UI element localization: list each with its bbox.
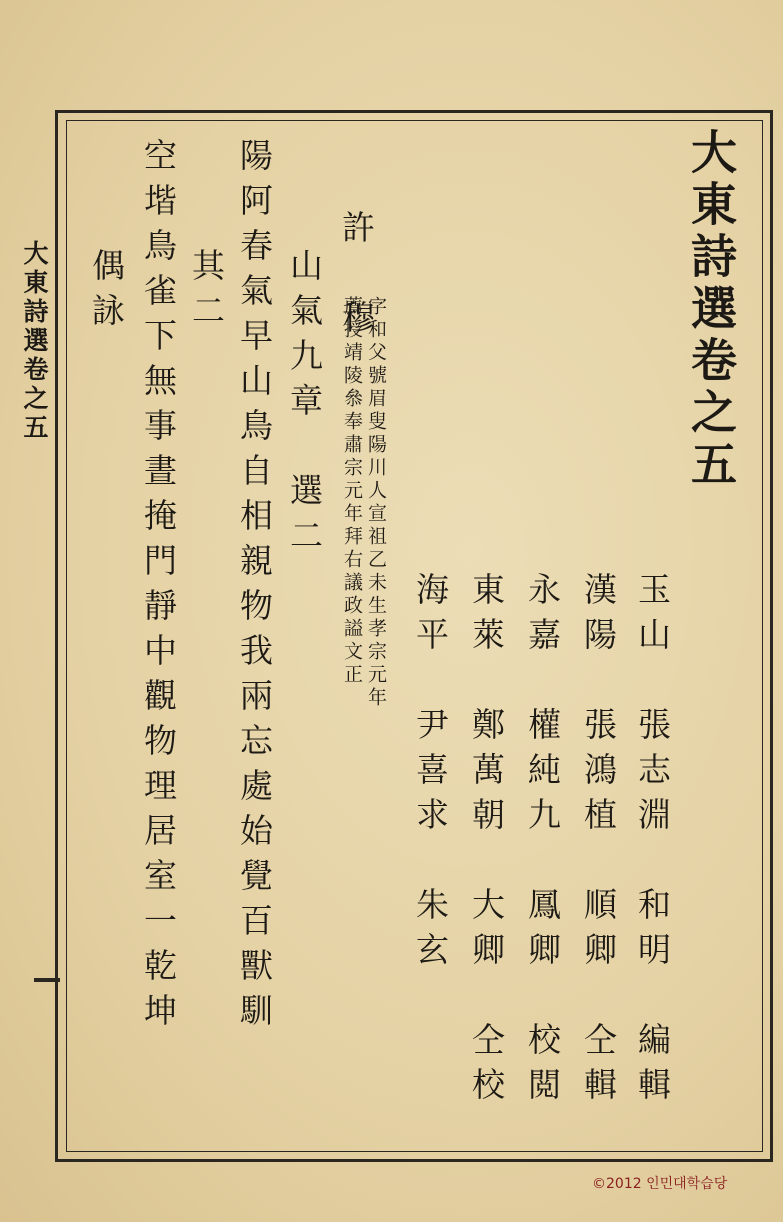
poem-title-1: 山氣九章 選二 [285, 248, 324, 563]
poet-bio-col-1: 字和父號眉叟陽川人宣祖乙未生孝宗元年 [365, 296, 387, 710]
credit-editor-1: 玉山 張志淵 和明 編輯 [633, 572, 672, 1112]
poem-line-1: 陽阿春氣早山鳥自相親物我兩忘處始覺百獸馴 [235, 138, 274, 1038]
copyright-watermark: ©2012 인민대학습당 [592, 1176, 728, 1192]
poem-title-3: 偶詠 [87, 248, 126, 338]
poet-name: 許 穆 [337, 210, 376, 345]
credit-proof-1: 永嘉 權純九 鳳卿 校閲 [523, 572, 562, 1112]
poem-line-2: 空堦鳥雀下無事晝掩門靜中觀物理居室一乾坤 [139, 138, 178, 1038]
poem-title-2: 其二 [187, 248, 226, 338]
page-number-mark [34, 978, 60, 982]
poet-bio-col-2: 薦授靖陵叅奉肅宗元年拜右議政謚文正 [341, 296, 363, 687]
credit-proof-2: 東萊 鄭萬朝 大卿 仝校 [467, 572, 506, 1112]
book-title: 大東詩選卷之五 [684, 128, 738, 492]
credit-editor-2: 漢陽 張鴻植 順卿 仝輯 [579, 572, 618, 1112]
volume-side-title: 大東詩選卷之五 [20, 240, 49, 443]
credit-proof-3: 海平 尹喜求 朱玄 [411, 572, 450, 977]
